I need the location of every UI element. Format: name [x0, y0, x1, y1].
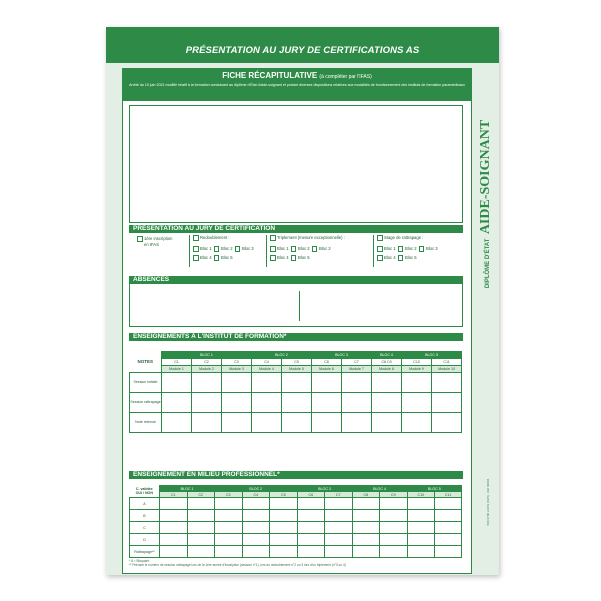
header-text: Arrêté du 10 juin 2021 modifié relatif à la formation conduisant au diplôme d'État d'aide-soignant et portant diverses dispositions relatives aux modalités de fonctionnement des instituts de formation paramédicaux: [129, 83, 465, 87]
table-row: D: [130, 534, 462, 546]
top-title: PRÉSENTATION AU JURY DE CERTIFICATIONS AS: [185, 45, 420, 56]
triplement-blocs-row1[interactable]: Bloc 1 Bloc 2 Bloc 3: [270, 246, 331, 252]
jury-heading: PRÉSENTATION AU JURY DE CERTIFICATION: [129, 225, 463, 233]
first-inscription-checkbox[interactable]: [137, 236, 143, 242]
ifas-heading: ENSEIGNEMENTS À L'INSTITUT DE FORMATION*: [129, 333, 463, 341]
pro-heading: ENSEIGNEMENT EN MILIEU PROFESSIONNEL*: [129, 471, 463, 479]
first-inscription-option[interactable]: 1ère inscription en IFAS: [137, 236, 172, 247]
identity-box[interactable]: [129, 105, 463, 223]
absences-heading: ABSENCES: [129, 276, 463, 284]
triplement-checkbox[interactable]: [270, 235, 276, 241]
header-note: (à compléter par l'IFAS): [319, 74, 372, 80]
redoublement-checkbox[interactable]: [193, 235, 199, 241]
footnote-2: ** Préciser le numéro de session rattrapage lors de la 1ère année d'inscription (session n°1), lors du redoublement n°2 ou 3 lors d'un triplement (n°3 ou 4): [129, 563, 346, 567]
side-small-text: DIPLÔME D'ÉTAT: [485, 238, 491, 289]
table-row: C: [130, 522, 462, 534]
notes-label: NOTES: [137, 359, 153, 365]
triplement-blocs-row2[interactable]: Bloc 4 Bloc 5: [270, 255, 310, 261]
side-reference: [484, 447, 492, 557]
ifas-table: NOTES BLOC 1 BLOC 2 BLOC 3 BLOC 4 BLOC 5 C1 C2 C3 C4 C5 C6 C7 C8 C9 C10 C11 Module 1 Module 2 Module 3 Module 4 Module 5 Module 6 Module 7 Module 8 Module 9 Module 10 Session initiale Session rattrapage Note retenue: [129, 351, 462, 433]
table-row: Note retenue: [130, 413, 462, 433]
pro-table: C. validée OUI / NON BLOC 1 BLOC 2 BLOC 3 BLOC 4 BLOC 5 C1 C2 C3 C4 C5 C6 C7 C8 C9 C10 C11 A B C D Rattrapage**: [129, 485, 462, 558]
form-header: [123, 69, 471, 101]
table-row: B: [130, 510, 462, 522]
table-row: Session rattrapage: [130, 393, 462, 413]
triplement-option[interactable]: Triplement (mesure exceptionnelle) :: [270, 235, 345, 241]
redoublement-blocs-row2[interactable]: Bloc 4 Bloc 5: [193, 255, 233, 261]
side-label: [474, 79, 496, 329]
form-frame: [122, 68, 472, 574]
absences-box[interactable]: [129, 284, 463, 327]
validated-label: C. validée OUI / NON: [135, 486, 153, 496]
footnote-1: * A = Bloquant: [129, 559, 150, 563]
footnotes: [129, 559, 346, 567]
side-big-text: AIDE-SOIGNANT: [478, 119, 493, 235]
stage-rattrapage-option[interactable]: Stage de rattrapage :: [377, 235, 423, 241]
stage-blocs-row1[interactable]: Bloc 1 Bloc 2 Bloc 3: [377, 246, 438, 252]
redoublement-option[interactable]: Redoublement :: [193, 235, 230, 241]
side-reference-text: 500 9700 LOCS (01/5) - Ref 40004: [486, 478, 490, 526]
redoublement-blocs-row1[interactable]: Bloc 1 Bloc 2 Bloc 3: [193, 246, 254, 252]
table-row: Session initiale: [130, 373, 462, 393]
stage-rattrapage-checkbox[interactable]: [377, 235, 383, 241]
stage-blocs-row2[interactable]: Bloc 4 Bloc 5: [377, 255, 417, 261]
form-sheet: [106, 27, 499, 575]
top-band: [106, 27, 499, 63]
table-row: Rattrapage**: [130, 546, 462, 558]
header-title: FICHE RÉCAPITULATIVE: [222, 71, 318, 80]
table-row: A: [130, 498, 462, 510]
